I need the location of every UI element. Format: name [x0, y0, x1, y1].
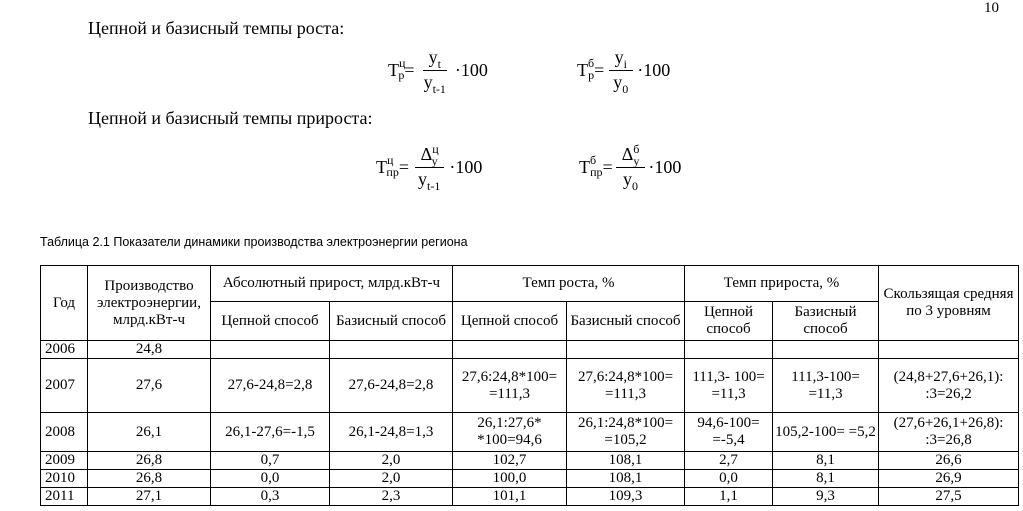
table-caption: Таблица 2.1 Показатели динамики производства электроэнергии региона: [40, 235, 468, 249]
table-cell: 24,8: [88, 341, 211, 359]
table-cell: 2,3: [330, 488, 453, 506]
table-cell: [330, 341, 453, 359]
cell-year: 2006: [41, 341, 88, 359]
table-cell: 0,7: [211, 452, 330, 470]
table-cell: (27,6+26,1+26,8): :3=26,8: [879, 413, 1019, 452]
table-cell: 26,1: [88, 413, 211, 452]
table-row: [41, 470, 1019, 488]
table-row: [41, 341, 1019, 359]
cell-year: 2008: [41, 413, 88, 452]
table-cell: 101,1: [453, 488, 567, 506]
table-cell: 8,1: [773, 452, 879, 470]
table-cell: 0,0: [211, 470, 330, 488]
header-year: Год: [41, 266, 88, 341]
table-cell: 0,0: [685, 470, 773, 488]
header-base: Базисный способ: [330, 302, 453, 341]
table-cell: 105,2-100= =5,2: [773, 413, 879, 452]
header-base: Базисный способ: [773, 302, 879, 341]
page-number: 10: [984, 0, 999, 16]
table-row: [41, 413, 1019, 452]
table-cell: 0,3: [211, 488, 330, 506]
table-row: [41, 488, 1019, 506]
table-cell: 27,6-24,8=2,8: [211, 359, 330, 413]
header-chain: Цепной способ: [685, 302, 773, 341]
table-cell: 26,8: [88, 470, 211, 488]
table-cell: 27,6:24,8*100= =111,3: [453, 359, 567, 413]
table-cell: 26,1:27,6* *100=94,6: [453, 413, 567, 452]
table-row: [41, 452, 1019, 470]
cell-year: 2010: [41, 470, 88, 488]
table-cell: 111,3- 100= =11,3: [685, 359, 773, 413]
formula-base-growth: T б р = $\frac{y_i}{y_0}$ ·100: [577, 47, 671, 96]
table-cell: 8,1: [773, 470, 879, 488]
table-row: [41, 359, 1019, 413]
table-cell: 26,9: [879, 470, 1019, 488]
table-cell: 2,7: [685, 452, 773, 470]
table-cell: [567, 341, 685, 359]
table-cell: 27,1: [88, 488, 211, 506]
table-cell: 109,3: [567, 488, 685, 506]
table-cell: 26,8: [88, 452, 211, 470]
table-cell: [773, 341, 879, 359]
cell-year: 2011: [41, 488, 88, 506]
table-cell: 100,0: [453, 470, 567, 488]
table-cell: 27,6: [88, 359, 211, 413]
heading-growth-rates: Цепной и базисный темпы роста:: [88, 18, 345, 38]
header-chain: Цепной способ: [211, 302, 330, 341]
table-cell: 94,6-100= =-5,4: [685, 413, 773, 452]
table-cell: [211, 341, 330, 359]
table-cell: 26,6: [879, 452, 1019, 470]
formula-chain-increase: T ц пр = $\frac{\Delta^ц_y}{y_{t-1}}$ ·100: [376, 142, 483, 193]
table-cell: 111,3-100= =11,3: [773, 359, 879, 413]
table-cell: 102,7: [453, 452, 567, 470]
dynamics-table: [40, 265, 1019, 506]
table-cell: (24,8+27,6+26,1): :3=26,2: [879, 359, 1019, 413]
formula-base-increase: T б пр = $\frac{\Delta^б_y}{y_0}$ ·100: [579, 142, 682, 193]
header-abs-growth: Абсолютный прирост, млрд.кВт-ч: [211, 266, 453, 302]
table-cell: [879, 341, 1019, 359]
table-cell: 9,3: [773, 488, 879, 506]
formula-chain-growth: T ц р = $\frac{y_t}{y_{t-1}}$ ·100: [388, 47, 488, 96]
table-cell: 1,1: [685, 488, 773, 506]
table-cell: 2,0: [330, 470, 453, 488]
cell-year: 2007: [41, 359, 88, 413]
table-cell: 26,1-24,8=1,3: [330, 413, 453, 452]
cell-year: 2009: [41, 452, 88, 470]
table-cell: 108,1: [567, 470, 685, 488]
table-cell: 27,6:24,8*100= =111,3: [567, 359, 685, 413]
table-cell: 108,1: [567, 452, 685, 470]
table-cell: 2,0: [330, 452, 453, 470]
header-growth-rate: Темп роста, %: [453, 266, 685, 302]
table-cell: 26,1-27,6=-1,5: [211, 413, 330, 452]
header-production: Производство электроэнергии, млрд.кВт-ч: [88, 266, 211, 341]
header-moving-average: Скользящая средняя по 3 уровням: [879, 266, 1019, 341]
table-cell: 27,6-24,8=2,8: [330, 359, 453, 413]
heading-increase-rates: Цепной и базисный темпы прироста:: [88, 108, 373, 128]
table-cell: 27,5: [879, 488, 1019, 506]
header-increase-rate: Темп прироста, %: [685, 266, 879, 302]
header-chain: Цепной способ: [453, 302, 567, 341]
header-base: Базисный способ: [567, 302, 685, 341]
table-cell: 26,1:24,8*100= =105,2: [567, 413, 685, 452]
table-cell: [453, 341, 567, 359]
table-cell: [685, 341, 773, 359]
